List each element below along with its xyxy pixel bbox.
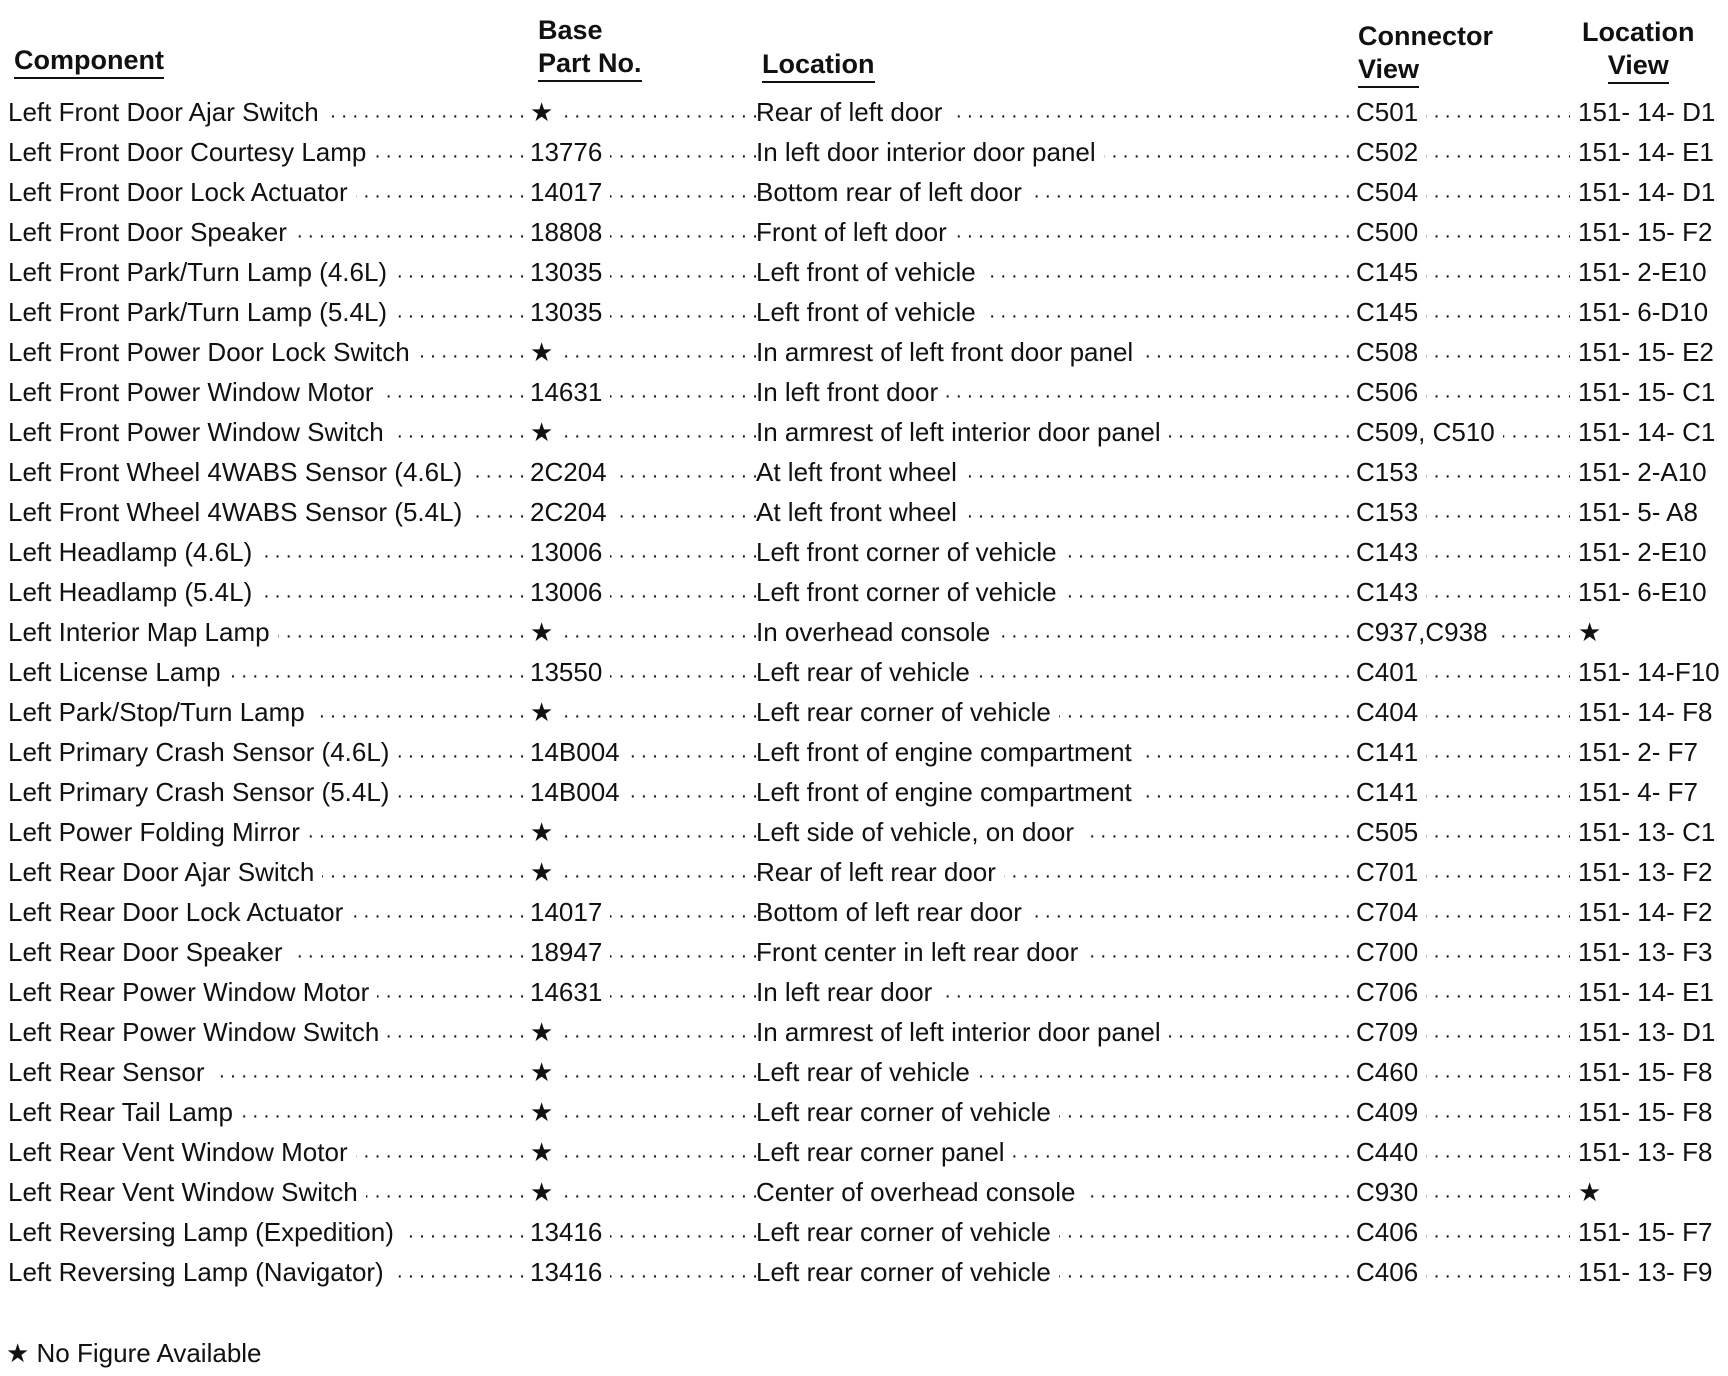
location-view-cell: 151- 15- F8 xyxy=(1578,1096,1713,1127)
header-component: Component xyxy=(14,44,164,79)
location-cell: Front of left door . . . xyxy=(756,212,1356,252)
location-view-cell: 151- 15- E2 xyxy=(1578,336,1714,367)
component-cell: Left Rear Vent Window Switch . . . xyxy=(8,1172,530,1212)
location-cell: Left front of vehicle . . . xyxy=(756,252,1356,292)
component-cell: Left Rear Power Window Motor . . . xyxy=(8,972,530,1012)
table-row xyxy=(8,812,1720,852)
location-view-cell: ★ xyxy=(1578,616,1602,647)
part-number-cell: ★ . . . xyxy=(530,612,756,652)
location-view-cell: 151- 14- D1 xyxy=(1578,96,1716,127)
component-cell: Left Rear Door Lock Actuator . . . xyxy=(8,892,530,932)
location-view-cell: 151- 4- F7 xyxy=(1578,776,1698,807)
location-cell: Left side of vehicle, on door . . . xyxy=(756,812,1356,852)
location-view-cell: ★ xyxy=(1578,1176,1602,1207)
part-number-cell: 14B004 . . . xyxy=(530,772,756,812)
table-row xyxy=(8,212,1720,252)
table-row xyxy=(8,932,1720,972)
table-row xyxy=(8,92,1720,132)
component-cell: Left Front Door Courtesy Lamp . . . xyxy=(8,132,530,172)
part-number-cell: ★ . . . xyxy=(530,852,756,892)
component-cell: Left Front Wheel 4WABS Sensor (5.4L) . . . xyxy=(8,492,530,532)
part-number-cell: 2C204 . . . xyxy=(530,452,756,492)
part-number-cell: 18808 . . . xyxy=(530,212,756,252)
part-number-cell: 13416 . . . xyxy=(530,1212,756,1252)
header-part-number: Base Part No. xyxy=(538,14,642,82)
location-cell: In armrest of left interior door panel . . . xyxy=(756,1012,1356,1052)
location-cell: Left front of engine compartment . . . xyxy=(756,732,1356,772)
part-number-cell: 13006 . . . xyxy=(530,532,756,572)
table-row xyxy=(8,612,1720,652)
component-cell: Left Headlamp (5.4L) . . . xyxy=(8,572,530,612)
location-view-cell: 151- 14- C1 xyxy=(1578,416,1716,447)
location-view-cell: 151- 2-A10 xyxy=(1578,456,1707,487)
table-row xyxy=(8,492,1720,532)
header-location: Location xyxy=(762,48,875,83)
location-view-cell: 151- 14- E1 xyxy=(1578,976,1714,1007)
table-row xyxy=(8,1172,1720,1212)
location-cell: In overhead console . . . xyxy=(756,612,1356,652)
component-cell: Left Power Folding Mirror . . . xyxy=(8,812,530,852)
location-cell: Left rear of vehicle . . . xyxy=(756,1052,1356,1092)
table-row xyxy=(8,652,1720,692)
component-cell: Left Front Park/Turn Lamp (4.6L) . . . xyxy=(8,252,530,292)
location-view-cell: 151- 13- F3 xyxy=(1578,936,1713,967)
part-number-cell: ★ . . . xyxy=(530,812,756,852)
connector-view-cell: C505 . . . xyxy=(1356,812,1570,852)
location-view-cell: 151- 6-E10 xyxy=(1578,576,1707,607)
part-number-cell: 2C204 . . . xyxy=(530,492,756,532)
table-row xyxy=(8,692,1720,732)
component-cell: Left Front Door Ajar Switch . . . xyxy=(8,92,530,132)
location-cell: Left rear of vehicle . . . xyxy=(756,652,1356,692)
connector-view-cell: C404 . . . xyxy=(1356,692,1570,732)
part-number-cell: ★ . . . xyxy=(530,332,756,372)
location-cell: At left front wheel . . . xyxy=(756,452,1356,492)
component-cell: Left Front Park/Turn Lamp (5.4L) . . . xyxy=(8,292,530,332)
connector-view-cell: C701 . . . xyxy=(1356,852,1570,892)
part-number-cell: ★ . . . xyxy=(530,1132,756,1172)
part-number-cell: 14631 . . . xyxy=(530,372,756,412)
table-row xyxy=(8,1012,1720,1052)
component-cell: Left Front Door Lock Actuator . . . xyxy=(8,172,530,212)
table-row xyxy=(8,292,1720,332)
location-cell: Bottom rear of left door . . . xyxy=(756,172,1356,212)
connector-view-cell: C502 . . . xyxy=(1356,132,1570,172)
location-view-cell: 151- 13- F2 xyxy=(1578,856,1713,887)
footnote: ★ No Figure Available xyxy=(6,1338,262,1368)
table-row xyxy=(8,1092,1720,1132)
location-cell: Left front of engine compartment . . . xyxy=(756,772,1356,812)
part-number-cell: 14B004 . . . xyxy=(530,732,756,772)
connector-view-cell: C153 . . . xyxy=(1356,492,1570,532)
component-cell: Left Primary Crash Sensor (4.6L) . . . xyxy=(8,732,530,772)
component-cell: Left License Lamp . . . xyxy=(8,652,530,692)
component-cell: Left Rear Tail Lamp . . . xyxy=(8,1092,530,1132)
location-view-cell: 151- 15- F7 xyxy=(1578,1216,1713,1247)
component-cell: Left Rear Door Speaker . . . xyxy=(8,932,530,972)
connector-view-cell: C406 . . . xyxy=(1356,1212,1570,1252)
table-row xyxy=(8,1132,1720,1172)
connector-view-cell: C440 . . . xyxy=(1356,1132,1570,1172)
location-view-cell: 151- 6-D10 xyxy=(1578,296,1709,327)
location-view-cell: 151- 13- F9 xyxy=(1578,1256,1713,1287)
header-location-view: Location View xyxy=(1582,16,1695,84)
location-view-cell: 151- 14- F2 xyxy=(1578,896,1713,927)
connector-view-cell: C709 . . . xyxy=(1356,1012,1570,1052)
connector-view-cell: C406 . . . xyxy=(1356,1252,1570,1292)
connector-view-cell: C143 . . . xyxy=(1356,532,1570,572)
location-view-cell: 151- 14- D1 xyxy=(1578,176,1716,207)
part-number-cell: 14631 . . . xyxy=(530,972,756,1012)
connector-view-cell: C937,C938 . . . xyxy=(1356,612,1570,652)
part-number-cell: ★ . . . xyxy=(530,692,756,732)
connector-view-cell: C506 . . . xyxy=(1356,372,1570,412)
part-number-cell: ★ . . . xyxy=(530,1172,756,1212)
table-row xyxy=(8,452,1720,492)
part-number-cell: 13550 . . . xyxy=(530,652,756,692)
connector-view-cell: C401 . . . xyxy=(1356,652,1570,692)
table-row xyxy=(8,372,1720,412)
component-table-body xyxy=(8,92,1720,1292)
part-number-cell: 13776 . . . xyxy=(530,132,756,172)
table-row xyxy=(8,732,1720,772)
connector-view-cell: C509, C510 . . . xyxy=(1356,412,1570,452)
location-cell: Front center in left rear door . . . xyxy=(756,932,1356,972)
part-number-cell: 18947 . . . xyxy=(530,932,756,972)
component-cell: Left Rear Power Window Switch . . . xyxy=(8,1012,530,1052)
part-number-cell: 13006 . . . xyxy=(530,572,756,612)
component-cell: Left Rear Sensor . . . xyxy=(8,1052,530,1092)
component-cell: Left Rear Vent Window Motor . . . xyxy=(8,1132,530,1172)
component-cell: Left Front Door Speaker . . . xyxy=(8,212,530,252)
location-cell: In left door interior door panel . . . xyxy=(756,132,1356,172)
component-cell: Left Headlamp (4.6L) . . . xyxy=(8,532,530,572)
part-number-cell: 14017 . . . xyxy=(530,892,756,932)
table-row xyxy=(8,172,1720,212)
location-view-cell: 151- 14- E1 xyxy=(1578,136,1714,167)
component-table xyxy=(8,92,1720,1292)
location-cell: Left rear corner panel . . . xyxy=(756,1132,1356,1172)
connector-view-cell: C145 . . . xyxy=(1356,292,1570,332)
location-view-cell: 151- 15- C1 xyxy=(1578,376,1716,407)
connector-view-cell: C930 . . . xyxy=(1356,1172,1570,1212)
location-cell: In armrest of left front door panel . . . xyxy=(756,332,1356,372)
connector-view-cell: C508 . . . xyxy=(1356,332,1570,372)
table-row xyxy=(8,1052,1720,1092)
connector-view-cell: C143 . . . xyxy=(1356,572,1570,612)
location-cell: Bottom of left rear door . . . xyxy=(756,892,1356,932)
part-number-cell: 13035 . . . xyxy=(530,292,756,332)
location-cell: Left front corner of vehicle . . . xyxy=(756,572,1356,612)
table-row xyxy=(8,332,1720,372)
location-cell: Left front of vehicle . . . xyxy=(756,292,1356,332)
connector-view-cell: C504 . . . xyxy=(1356,172,1570,212)
table-row xyxy=(8,252,1720,292)
location-cell: Left rear corner of vehicle . . . xyxy=(756,1252,1356,1292)
location-view-cell: 151- 13- D1 xyxy=(1578,1016,1716,1047)
location-view-cell: 151- 14-F10 xyxy=(1578,656,1720,687)
component-cell: Left Rear Door Ajar Switch . . . xyxy=(8,852,530,892)
connector-view-cell: C409 . . . xyxy=(1356,1092,1570,1132)
location-cell: Left rear corner of vehicle . . . xyxy=(756,1092,1356,1132)
part-number-cell: ★ . . . xyxy=(530,1092,756,1132)
connector-view-cell: C704 . . . xyxy=(1356,892,1570,932)
table-row xyxy=(8,852,1720,892)
component-cell: Left Reversing Lamp (Navigator) . . . xyxy=(8,1252,530,1292)
location-view-cell: 151- 5- A8 xyxy=(1578,496,1698,527)
location-cell: In left front door . . . xyxy=(756,372,1356,412)
table-row xyxy=(8,412,1720,452)
location-cell: At left front wheel . . . xyxy=(756,492,1356,532)
location-view-cell: 151- 15- F8 xyxy=(1578,1056,1713,1087)
part-number-cell: ★ . . . xyxy=(530,1012,756,1052)
connector-view-cell: C141 . . . xyxy=(1356,732,1570,772)
location-cell: In armrest of left interior door panel . . . xyxy=(756,412,1356,452)
location-cell: Left front corner of vehicle . . . xyxy=(756,532,1356,572)
part-number-cell: ★ . . . xyxy=(530,412,756,452)
component-cell: Left Primary Crash Sensor (5.4L) . . . xyxy=(8,772,530,812)
table-row xyxy=(8,572,1720,612)
location-cell: In left rear door . . . xyxy=(756,972,1356,1012)
part-number-cell: ★ . . . xyxy=(530,92,756,132)
location-view-cell: 151- 15- F2 xyxy=(1578,216,1713,247)
component-cell: Left Front Power Window Motor . . . xyxy=(8,372,530,412)
connector-view-cell: C145 . . . xyxy=(1356,252,1570,292)
component-cell: Left Reversing Lamp (Expedition) . . . xyxy=(8,1212,530,1252)
connector-view-cell: C706 . . . xyxy=(1356,972,1570,1012)
location-view-cell: 151- 13- C1 xyxy=(1578,816,1716,847)
location-view-cell: 151- 2- F7 xyxy=(1578,736,1698,767)
connector-view-cell: C500 . . . xyxy=(1356,212,1570,252)
location-cell: Center of overhead console . . . xyxy=(756,1172,1356,1212)
component-cell: Left Front Wheel 4WABS Sensor (4.6L) . . . xyxy=(8,452,530,492)
part-number-cell: ★ . . . xyxy=(530,1052,756,1092)
connector-view-cell: C501 . . . xyxy=(1356,92,1570,132)
table-row xyxy=(8,972,1720,1012)
part-number-cell: 13035 . . . xyxy=(530,252,756,292)
table-row xyxy=(8,132,1720,172)
component-cell: Left Interior Map Lamp . . . xyxy=(8,612,530,652)
table-row xyxy=(8,1252,1720,1292)
component-cell: Left Front Power Door Lock Switch . . . xyxy=(8,332,530,372)
location-view-cell: 151- 13- F8 xyxy=(1578,1136,1713,1167)
table-row xyxy=(8,892,1720,932)
part-number-cell: 13416 . . . xyxy=(530,1252,756,1292)
part-number-cell: 14017 . . . xyxy=(530,172,756,212)
table-row xyxy=(8,772,1720,812)
component-cell: Left Park/Stop/Turn Lamp . . . xyxy=(8,692,530,732)
component-cell: Left Front Power Window Switch . . . xyxy=(8,412,530,452)
table-row xyxy=(8,532,1720,572)
table-row xyxy=(8,1212,1720,1252)
location-view-cell: 151- 2-E10 xyxy=(1578,536,1707,567)
location-cell: Left rear corner of vehicle . . . xyxy=(756,692,1356,732)
connector-view-cell: C141 . . . xyxy=(1356,772,1570,812)
location-cell: Left rear corner of vehicle . . . xyxy=(756,1212,1356,1252)
location-view-cell: 151- 2-E10 xyxy=(1578,256,1707,287)
connector-view-cell: C153 . . . xyxy=(1356,452,1570,492)
location-cell: Rear of left door . . . xyxy=(756,92,1356,132)
location-view-cell: 151- 14- F8 xyxy=(1578,696,1713,727)
connector-view-cell: C700 . . . xyxy=(1356,932,1570,972)
location-cell: Rear of left rear door . . . xyxy=(756,852,1356,892)
connector-view-cell: C460 . . . xyxy=(1356,1052,1570,1092)
header-connector-view: Connector View xyxy=(1358,20,1493,88)
